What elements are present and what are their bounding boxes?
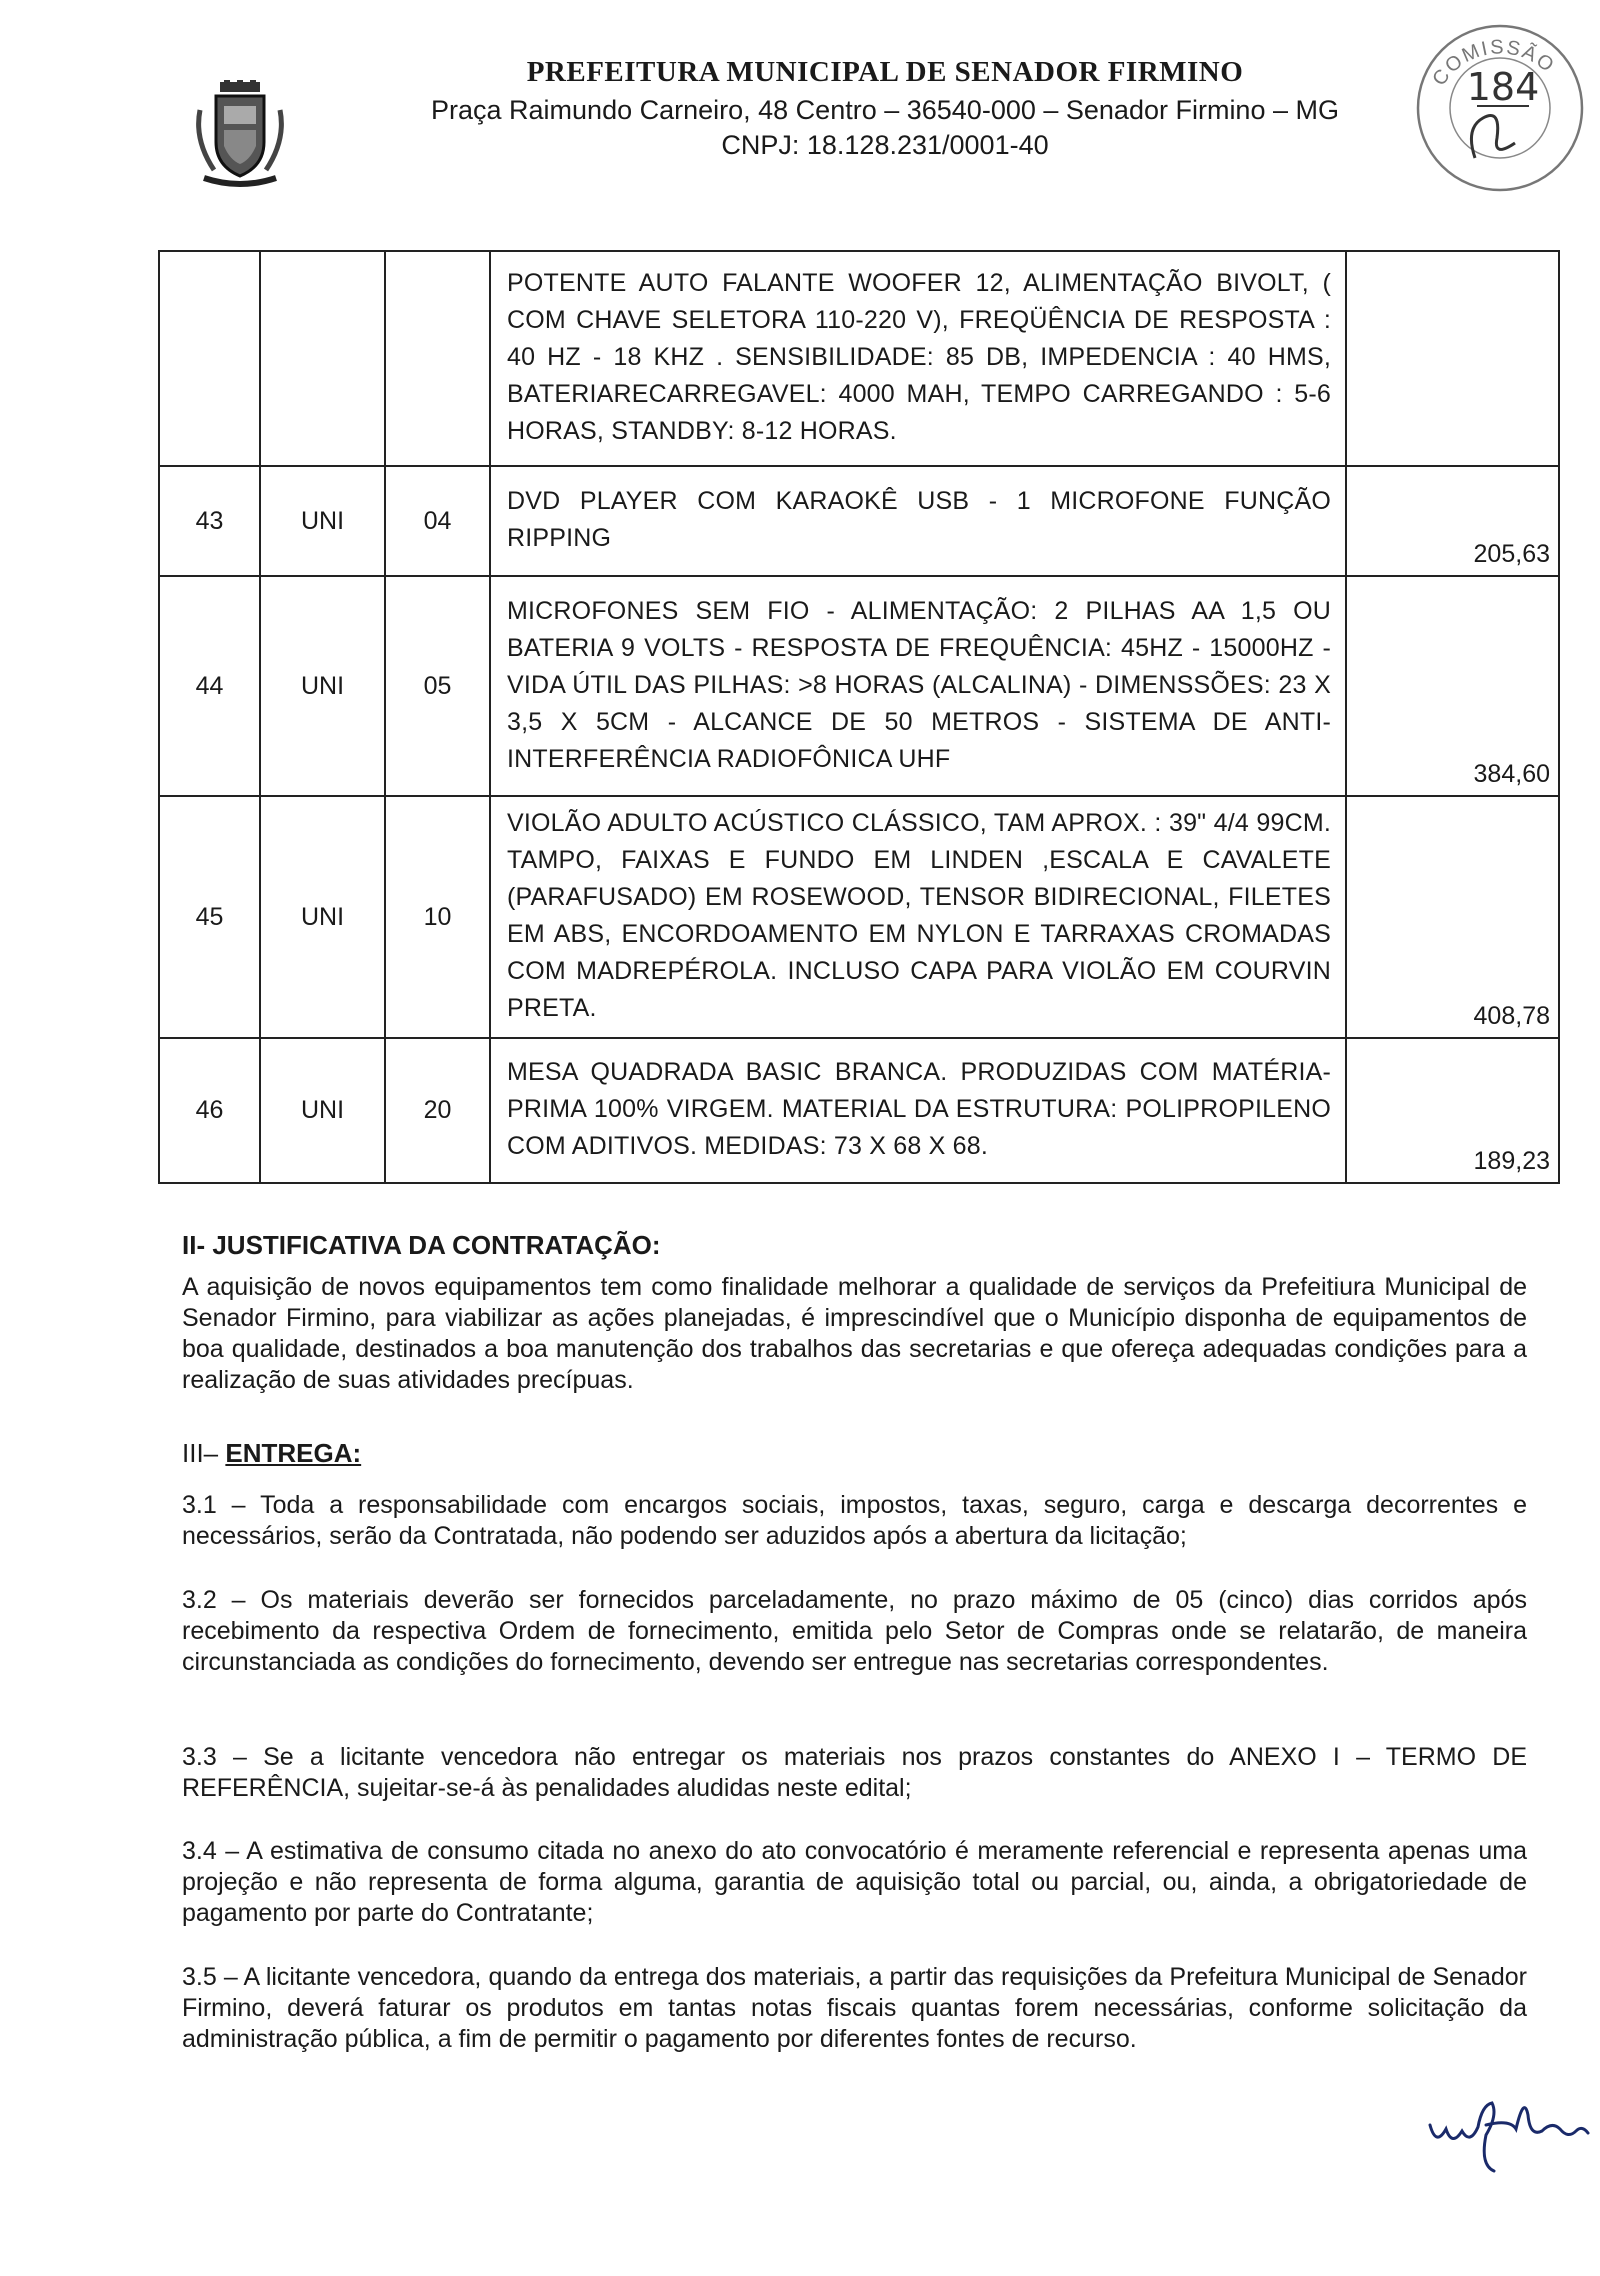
table-row [159,796,1559,1038]
handwritten-initials [1420,2085,1600,2175]
item-number: 43 [159,466,260,576]
item-description: MESA QUADRADA BASIC BRANCA. PRODUZIDAS COM MATÉRIA-PRIMA 100% VIRGEM. MATERIAL DA ESTRUTURA: POLIPROPILENO COM ADITIVOS. MEDIDAS: 73 X 68 X 68. [490,1038,1346,1183]
delivery-heading-title: ENTREGA: [225,1438,362,1468]
item-quantity [385,251,490,466]
clause-3-2: 3.2 – Os materiais deverão ser fornecidos parceladamente, no prazo máximo de 05 (cinco) dias corridos após recebimento da respectiva Ordem de fornecimento, emitida pelo Setor de Compras onde se relatarão, de maneira circunstanciada as condições do fornecimento, devendo ser entregue nas secretarias correspondentes. [182,1586,1527,1676]
item-unit: UNI [260,1038,385,1183]
item-unit: UNI [260,796,385,1038]
org-cnpj: CNPJ: 18.128.231/0001-40 [721,130,1049,160]
item-quantity: 05 [385,576,490,796]
justification-text: A aquisição de novos equipamentos tem como finalidade melhorar a qualidade de serviços da Prefeitiura Municipal de Senador Firmino, para viabilizar as ações planejadas, é imprescindível que o Município disponha de equipamentos de boa qualidade, destinados a boa manutenção dos trabalhos das secretarias e que ofereça adequadas condições para a realização de suas atividades precípuas. [182,1273,1527,1394]
item-description: POTENTE AUTO FALANTE WOOFER 12, ALIMENTAÇÃO BIVOLT, ( COM CHAVE SELETORA 110-220 V), FREQÜÊNCIA DE RESPOSTA : 40 HZ - 18 KHZ . SENSIBILIDADE: 85 DB, IMPEDENCIA : 40 HMS, BATERIARECARREGAVEL: 4000 MAH, TEMPO CARREGANDO : 5-6 HORAS, STANDBY: 8-12 HORAS. [490,251,1346,466]
item-description: MICROFONES SEM FIO - ALIMENTAÇÃO: 2 PILHAS AA 1,5 OU BATERIA 9 VOLTS - RESPOSTA DE FREQUÊNCIA: 45HZ - 15000HZ - VIDA ÚTIL DAS PILHAS: >8 HORAS (ALCALINA) - DIMENSSÕES: 23 X 3,5 X 5CM - ALCANCE DE 50 METROS - SISTEMA DE ANTI-INTERFERÊNCIA RADIOFÔNICA UHF [490,576,1346,796]
item-quantity: 10 [385,796,490,1038]
table-row [159,251,1559,466]
item-price [1346,251,1559,466]
stamp-number: 184 [1466,65,1540,109]
delivery-heading-prefix: III– [182,1438,219,1468]
item-price: 205,63 [1346,466,1559,576]
table-row [159,576,1559,796]
item-description: DVD PLAYER COM KARAOKÊ USB - 1 MICROFONE FUNÇÃO RIPPING [490,466,1346,576]
item-number: 45 [159,796,260,1038]
justification-heading: II- JUSTIFICATIVA DA CONTRATAÇÃO: [182,1230,661,1260]
letterhead [380,56,1390,161]
org-name: PREFEITURA MUNICIPAL DE SENADOR FIRMINO [526,56,1244,88]
stamp-top-text: COMISSÃO [1428,36,1560,90]
item-unit [260,251,385,466]
delivery-heading [182,1438,361,1469]
clause-3-4: 3.4 – A estimativa de consumo citada no anexo do ato convocatório é meramente referencial e representa apenas uma projeção e não representa de forma alguma, garantia de aquisição total ou parcial, ou, ainda, a obrigatoriedade de pagamento por parte do Contratante; [182,1837,1527,1927]
clause-3-3: 3.3 – Se a licitante vencedora não entregar os materiais nos prazos constantes do ANEXO I – TERMO DE REFERÊNCIA, sujeitar-se-á às penalidades aludidas neste edital; [182,1743,1527,1802]
item-unit: UNI [260,466,385,576]
item-description: VIOLÃO ADULTO ACÚSTICO CLÁSSICO, TAM APROX. : 39" 4/4 99CM. TAMPO, FAIXAS E FUNDO EM LINDEN ,ESCALA E CAVALETE (PARAFUSADO) EM ROSEWOOD, TENSOR BIDIRECIONAL, FILETES EM ABS, ENCORDOAMENTO EM NYLON E TARRAXAS CROMADAS COM MADREPÉROLA. INCLUSO CAPA PARA VIOLÃO EM COURVIN PRETA. [490,796,1346,1038]
municipal-crest-icon [190,80,290,190]
commission-stamp [1405,8,1595,198]
item-price: 384,60 [1346,576,1559,796]
clause-3-5: 3.5 – A licitante vencedora, quando da entrega dos materiais, a partir das requisições da Prefeitura Municipal de Senador Firmino, deverá faturar os produtos em tantas notas fiscais quantas forem necessárias, conforme solicitação da administração pública, a fim de permitir o pagamento por diferentes fontes de recurso. [182,1963,1527,2053]
item-number: 44 [159,576,260,796]
item-quantity: 20 [385,1038,490,1183]
item-price: 408,78 [1346,796,1559,1038]
table-row [159,1038,1559,1183]
item-price: 189,23 [1346,1038,1559,1183]
item-number: 46 [159,1038,260,1183]
item-quantity: 04 [385,466,490,576]
table-row [159,466,1559,576]
clause-3-1: 3.1 – Toda a responsabilidade com encargos sociais, impostos, taxas, seguro, carga e descarga decorrentes e necessários, serão da Contratada, não podendo ser aduzidos após a abertura da licitação; [182,1491,1527,1550]
org-address: Praça Raimundo Carneiro, 48 Centro – 36540-000 – Senador Firmino – MG [431,95,1339,125]
items-table [158,250,1560,1184]
item-unit: UNI [260,576,385,796]
item-number [159,251,260,466]
